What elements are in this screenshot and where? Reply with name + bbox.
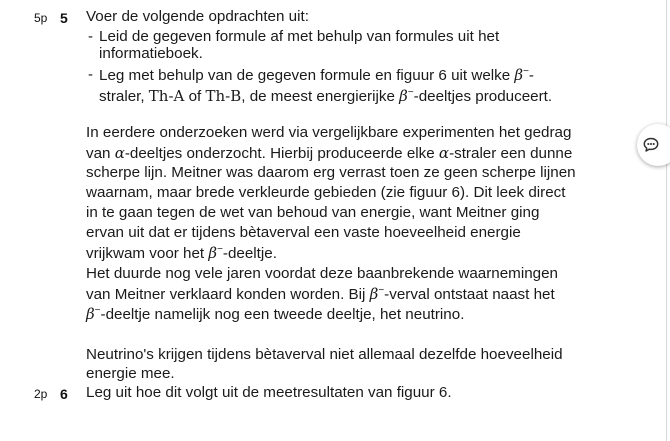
text-run: -deeltjes onderzocht. Hierbij produceerde elke bbox=[124, 145, 439, 162]
text-run: -straler een dunne bbox=[449, 145, 573, 162]
para1-line10 bbox=[86, 304, 464, 325]
cut-off-previous-line bbox=[84, 0, 384, 1]
beta-symbol: β bbox=[514, 66, 524, 84]
text-run: -deeltjes produceert. bbox=[413, 88, 553, 105]
page-edge-divider bbox=[666, 0, 667, 441]
minus-superscript: − bbox=[94, 305, 101, 316]
alpha-symbol: α bbox=[114, 144, 125, 162]
para1-line8: Het duurde nog vele jaren voordat deze baanbrekende waarnemingen bbox=[86, 265, 558, 282]
isotope-th-a: Th-A bbox=[148, 87, 185, 105]
para1-line7 bbox=[86, 243, 277, 264]
comment-button[interactable] bbox=[637, 124, 670, 166]
minus-superscript: − bbox=[407, 87, 414, 98]
q5-bullet1-line2: informatieboek. bbox=[99, 45, 203, 62]
beta-symbol: β bbox=[86, 305, 95, 323]
q5-points: 5p bbox=[34, 11, 48, 25]
para1-line6: ervan uit dat er tijdens bètaverval een vaste hoeveelheid energie bbox=[86, 224, 521, 241]
para1-line2 bbox=[86, 143, 572, 164]
text-run: van bbox=[86, 145, 115, 162]
alpha-symbol: α bbox=[438, 144, 450, 162]
para1-line5: in te gaan tegen de wet van behoud van energie, want Meitner ging bbox=[86, 204, 540, 221]
text-run: straler, bbox=[99, 88, 149, 105]
para2-line1: Neutrino's krijgen tijdens bètaverval niet allemaal dezelfde hoeveelheid bbox=[86, 346, 563, 363]
q6-points: 2p bbox=[34, 387, 48, 401]
q6-text: Leg uit hoe dit volgt uit de meetresultaten van figuur 6. bbox=[86, 384, 452, 401]
chat-bubble-icon bbox=[643, 137, 659, 153]
bullet-dash: - bbox=[88, 66, 93, 83]
beta-symbol: β bbox=[208, 244, 218, 262]
beta-symbol: β bbox=[399, 87, 408, 105]
minus-superscript: − bbox=[523, 66, 529, 77]
text-run: -deeltje namelijk nog een tweede deeltje, het neutrino. bbox=[100, 306, 465, 323]
para1-line4: waarnam, maar brede verkleurde gebieden (zie figuur 6). Dit leek direct bbox=[86, 184, 566, 201]
minus-superscript: − bbox=[217, 244, 223, 255]
para1-line3: scherpe lijn. Meitner was daarom erg verrast toen ze geen scherpe lijnen bbox=[86, 164, 576, 181]
minus-superscript: − bbox=[378, 285, 385, 296]
para1-line9 bbox=[86, 284, 555, 305]
q5-bullet2-line1 bbox=[99, 65, 534, 86]
q5-bullet1-line1: Leid de gegeven formule af met behulp van formules uit het bbox=[99, 28, 500, 45]
text-run: -deeltje. bbox=[222, 245, 277, 262]
text-run: -verval ontstaat naast het bbox=[384, 286, 555, 303]
isotope-th-b: Th-B bbox=[205, 87, 242, 105]
text-run: , de meest energierijke bbox=[241, 88, 400, 105]
para1-line1: In eerdere onderzoeken werd via vergelijkbare experimenten het gedrag bbox=[86, 124, 572, 141]
q5-bullet2-line2 bbox=[99, 86, 552, 107]
beta-symbol: β bbox=[369, 285, 379, 303]
text-run: Leg met behulp van de gegeven formule en figuur 6 uit welke bbox=[99, 67, 515, 84]
bullet-dash: - bbox=[88, 28, 93, 45]
text-run: vrijkwam voor het bbox=[86, 245, 209, 262]
q5-intro: Voer de volgende opdrachten uit: bbox=[86, 8, 309, 25]
text-run: - bbox=[528, 67, 534, 84]
text-run: van Meitner verklaard konden worden. Bij bbox=[86, 286, 370, 303]
q5-number: 5 bbox=[60, 10, 68, 26]
para2-line2: energie mee. bbox=[86, 365, 175, 382]
q6-number: 6 bbox=[60, 386, 68, 402]
text-run: of bbox=[184, 88, 206, 105]
